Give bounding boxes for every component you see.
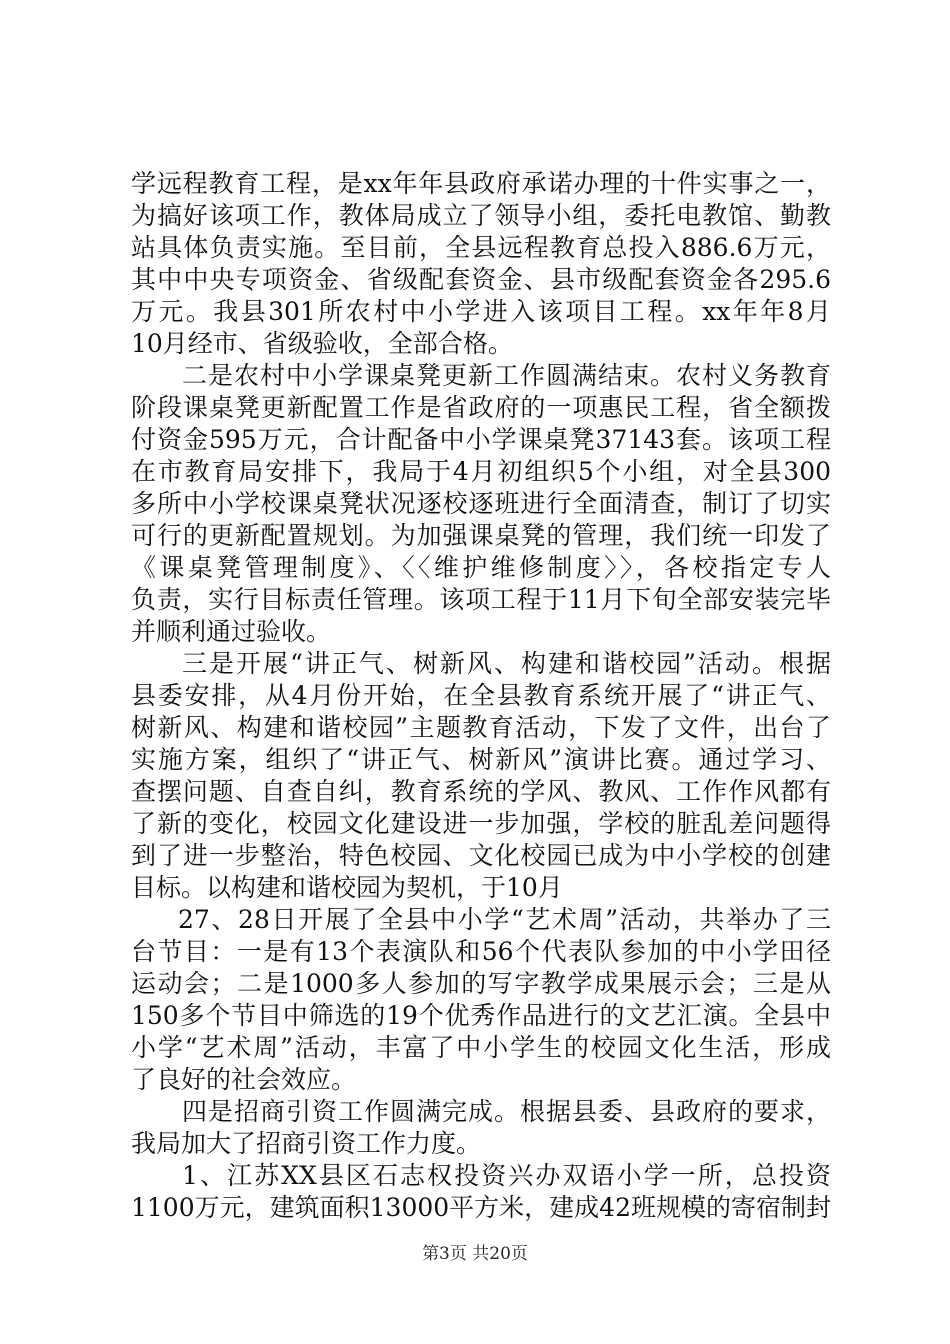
text-line: 到了进一步整治，特色校园、文化校园已成为中小学校的创建: [131, 841, 831, 870]
page-footer: 第3页 共20页: [422, 1244, 528, 1264]
text-line: 了新的变化，校园文化建设进一步加强，学校的脏乱差问题得: [131, 809, 831, 838]
text-line: 实施方案，组织了“讲正气、树新风”演讲比赛。通过学习、: [131, 745, 831, 774]
text-line: 小学“艺术周”活动，丰富了中小学生的校园文化生活，形成: [131, 1033, 831, 1062]
text-line: 在市教育局安排下，我局于4月初组织5个小组，对全县300: [131, 457, 831, 486]
text-line: 150多个节目中筛选的19个优秀作品进行的文艺汇演。全县中: [131, 1001, 831, 1030]
text-line: 查摆问题、自查自纠，教育系统的学风、教风、工作作风都有: [131, 777, 831, 806]
text-line: 四是招商引资工作圆满完成。根据县委、县政府的要求，: [182, 1097, 831, 1126]
text-line: 阶段课桌凳更新配置工作是省政府的一项惠民工程，省全额拨: [131, 393, 831, 422]
text-line: 三是开展“讲正气、树新风、构建和谐校园”活动。根据: [182, 649, 831, 678]
text-line: 树新风、构建和谐校园”主题教育活动，下发了文件，出台了: [131, 713, 831, 742]
text-line: 《课桌凳管理制度》、〈〈维护维修制度〉〉，各校指定专人: [131, 553, 831, 582]
text-line: 并顺利通过验收。: [131, 617, 332, 646]
text-line: 台节目：一是有13个表演队和56个代表队参加的中小学田径: [131, 937, 831, 966]
text-line: 学远程教育工程，是xx年年县政府承诺办理的十件实事之一，: [131, 169, 831, 198]
text-line: 1、江苏XX县区石志权投资兴办双语小学一所，总投资: [182, 1161, 831, 1190]
text-line: 二是农村中小学课桌凳更新工作圆满结束。农村义务教育: [182, 361, 831, 390]
text-line: 站具体负责实施。至目前，全县远程教育总投入886.6万元，: [131, 233, 831, 262]
text-line: 了良好的社会效应。: [131, 1065, 357, 1094]
text-line: 运动会；二是1000多人参加的写字教学成果展示会；三是从: [131, 969, 831, 998]
text-line: 其中中央专项资金、省级配套资金、县市级配套资金各295.6: [131, 265, 831, 294]
text-line: 县委安排，从4月份开始，在全县教育系统开展了“讲正气、: [131, 681, 831, 710]
document-body: [131, 168, 831, 1224]
text-line: 可行的更新配置规划。为加强课桌凳的管理，我们统一印发了: [131, 521, 831, 550]
text-line: 负责，实行目标责任管理。该项工程于11月下旬全部安装完毕: [131, 585, 831, 614]
text-line: 付资金595万元，合计配备中小学课桌凳37143套。该项工程: [131, 425, 831, 454]
text-line: 10月经市、省级验收，全部合格。: [131, 329, 513, 358]
text-line: 27、28日开展了全县中小学“艺术周”活动，共举办了三: [178, 905, 831, 934]
text-line: 我局加大了招商引资工作力度。: [131, 1129, 482, 1158]
text-line: 万元。我县301所农村中小学进入该项目工程。xx年年8月: [131, 297, 831, 326]
text-line: 1100万元，建筑面积13000平方米，建成42班规模的寄宿制封: [131, 1193, 831, 1222]
text-line: 多所中小学校课桌凳状况逐校逐班进行全面清查，制订了切实: [131, 489, 831, 518]
text-line: 为搞好该项工作，教体局成立了领导小组，委托电教馆、勤教: [131, 201, 831, 230]
text-line: 目标。以构建和谐校园为契机，于10月: [131, 873, 563, 902]
